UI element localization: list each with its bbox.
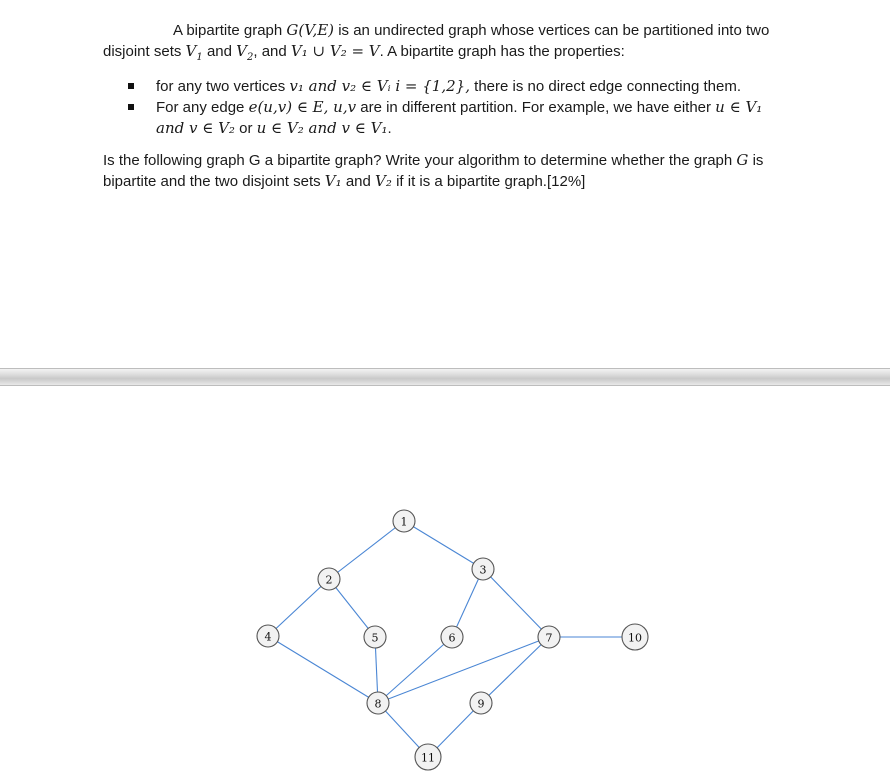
node-label: 11 (421, 751, 435, 765)
node-label: 6 (448, 631, 456, 645)
edge-7-8 (378, 637, 549, 703)
node-2 (318, 568, 340, 590)
node-5 (364, 626, 386, 648)
bullet1-math: v₁ and v₂ ∈ Vᵢ i = {1,2}, (289, 77, 470, 95)
question-paragraph: Is the following graph G a bipartite graph? Write your algorithm to determine whether the graph G is bipartite and the two disjoint sets V₁ and V₂ if it is a bipartite graph.[12%] (103, 151, 764, 190)
intro-math-union: V₁ ∪ V₂ = V (290, 42, 380, 60)
node-label: 8 (374, 697, 382, 711)
node-label: 9 (477, 697, 485, 711)
bullet2-math-case2: u ∈ V₂ and v ∈ V₁ (256, 119, 388, 137)
node-1 (393, 510, 415, 532)
graph-nodes (257, 510, 648, 770)
intro-text-2: is an undirected graph whose vertices can be partitioned into two disjoint sets (103, 22, 770, 60)
intro-text-3: , and (253, 43, 287, 60)
node-label: 7 (545, 631, 553, 645)
edge-6-8 (378, 637, 452, 703)
node-4 (257, 625, 279, 647)
intro-math-v2: $V_2$ (236, 42, 254, 63)
question-math-v1: V₁ (324, 172, 342, 190)
edge-1-3 (404, 521, 483, 569)
node-9 (470, 692, 492, 714)
bullet2-math-edge: e(u,v) ∈ E, u,v (248, 98, 357, 116)
node-11 (415, 744, 441, 770)
node-label: 2 (325, 573, 333, 587)
edge-4-8 (268, 636, 378, 703)
intro-text-1: A bipartite graph (173, 22, 283, 39)
node-7 (538, 626, 560, 648)
bullet2-math-case1: u ∈ V₁ and v ∈ V₂ (156, 98, 763, 137)
property-item-2: For any edge e(u,v) ∈ E, u,v are in different partition. For example, we have either u ∈ V₁ and v ∈ V₂ or u ∈ V₂ and v ∈ V₁. (120, 97, 780, 139)
edge-3-7 (483, 569, 549, 637)
edge-7-9 (481, 637, 549, 703)
node-label: 1 (400, 515, 408, 529)
node-label: 3 (479, 563, 487, 577)
node-8 (367, 692, 389, 714)
intro-math-v1: $V_1$ (185, 42, 203, 63)
question-math-g: G (736, 151, 749, 169)
node-label: 4 (264, 630, 272, 644)
intro-math-gve: G(V,E) (286, 21, 335, 39)
edge-1-2 (329, 521, 404, 579)
node-label: 10 (628, 631, 642, 645)
node-6 (441, 626, 463, 648)
intro-text-and: and (206, 43, 232, 60)
node-3 (472, 558, 494, 580)
question-math-v2: V₂ (375, 172, 392, 190)
node-label: 5 (371, 631, 379, 645)
edge-2-4 (268, 579, 329, 636)
property-item-1: for any two vertices v₁ and v₂ ∈ Vᵢ i = {1,2}, there is no direct edge connecting them. (120, 76, 780, 97)
intro-text-4: . A bipartite graph has the properties: (379, 43, 625, 60)
node-10 (622, 624, 648, 650)
